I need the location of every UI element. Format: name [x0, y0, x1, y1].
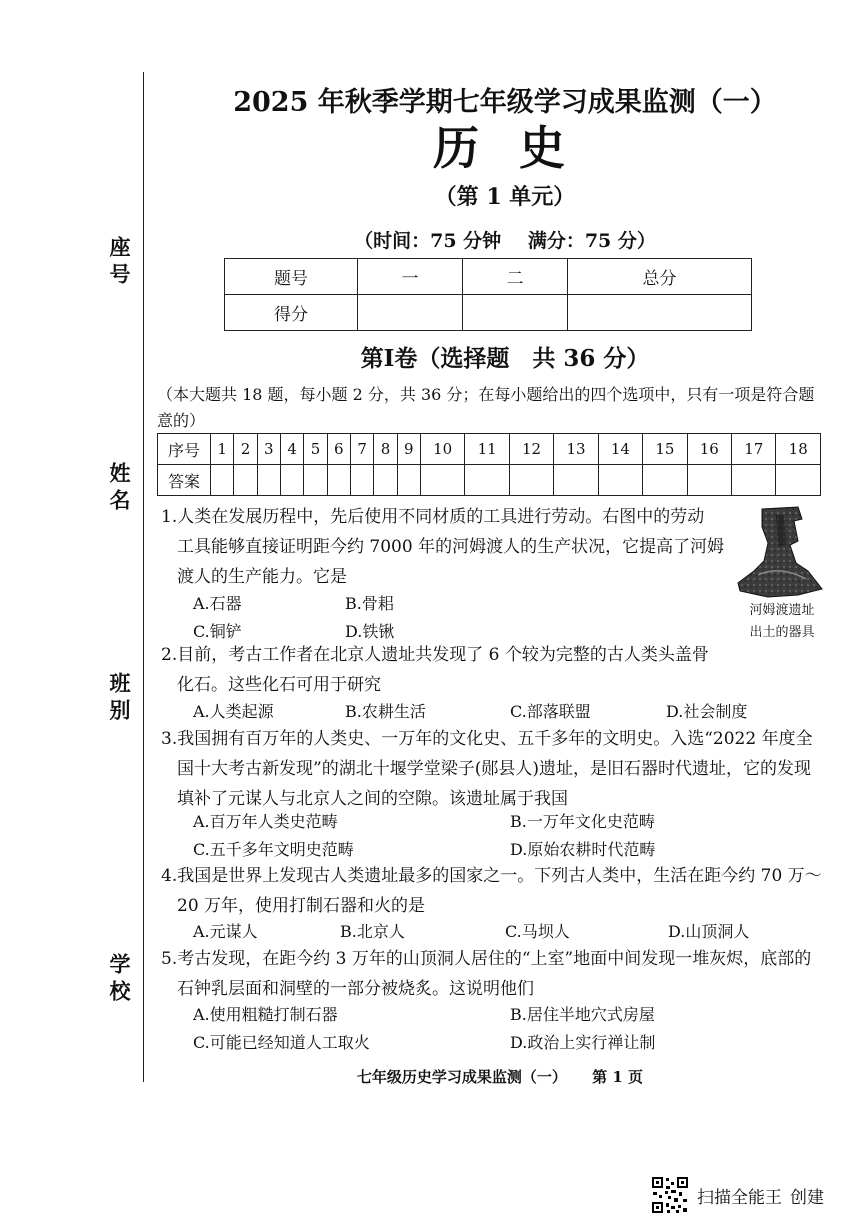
- option-a[interactable]: A.石器: [193, 594, 242, 613]
- option-c[interactable]: C.可能已经知道人工取火: [193, 1033, 370, 1052]
- question-text-line: 石钟乳层面和洞壁的一部分被烧炙。这说明他们: [177, 979, 534, 999]
- answer-blank-cell[interactable]: [374, 465, 397, 496]
- hemudu-tool-figure: [728, 505, 836, 601]
- option-d[interactable]: D.山顶洞人: [668, 922, 750, 941]
- option-a[interactable]: A.使用粗糙打制石器: [193, 1005, 338, 1024]
- question-text-line: 化石。这些化石可用于研究: [177, 675, 381, 695]
- option-d[interactable]: D.政治上实行禅让制: [510, 1033, 656, 1052]
- scanner-action: 创建: [790, 1188, 824, 1208]
- answer-blank-cell[interactable]: [554, 465, 598, 496]
- question-4: [161, 861, 822, 921]
- option-b[interactable]: B.一万年文化史范畴: [510, 812, 655, 831]
- question-5: [161, 944, 811, 1004]
- answer-number-cell: 16: [687, 434, 731, 465]
- option-b[interactable]: B.农耕生活: [345, 702, 426, 721]
- score-table-cell: 得分: [225, 295, 358, 331]
- option-d[interactable]: D.社会制度: [666, 702, 748, 721]
- answer-blank-cell[interactable]: [397, 465, 420, 496]
- answer-number-cell: 15: [643, 434, 687, 465]
- option-a[interactable]: A.元谋人: [193, 922, 258, 941]
- answer-number-cell: 13: [554, 434, 598, 465]
- scanner-app-name: 扫描全能王: [697, 1188, 782, 1208]
- scanner-watermark: [697, 1183, 832, 1208]
- option-d[interactable]: D.原始农耕时代范畴: [510, 840, 656, 859]
- answer-blank-cell[interactable]: [280, 465, 303, 496]
- full-score-label: 满分：75 分）: [527, 230, 656, 252]
- question-text-line: 4.我国是世界上发现古人类遗址最多的国家之一。下列古人类中，生活在距今约 70 万～: [161, 866, 822, 886]
- page-footer: [160, 1066, 840, 1087]
- option-b[interactable]: B.居住半地穴式房屋: [510, 1005, 655, 1024]
- score-blank-cell[interactable]: [358, 295, 463, 331]
- option-c[interactable]: C.部落联盟: [510, 702, 591, 721]
- answer-number-cell: 2: [234, 434, 257, 465]
- score-table-cell: 二: [463, 259, 568, 295]
- answer-blank-cell[interactable]: [257, 465, 280, 496]
- score-table-cell: 总分: [568, 259, 752, 295]
- question-2: [161, 640, 709, 700]
- page-number: 第 1 页: [592, 1068, 644, 1086]
- answer-number-cell: 3: [257, 434, 280, 465]
- answer-blank-cell[interactable]: [304, 465, 327, 496]
- qr-code-icon: [651, 1176, 689, 1214]
- question-text-line: 3.我国拥有百万年的人类史、一万年的文化史、五千多年的文明史。入选“2022 年度全: [161, 729, 813, 749]
- option-a[interactable]: A.人类起源: [193, 702, 274, 721]
- question-text-line: 国十大考古新发现”的湖北十堰学堂梁子(郧县人)遗址，是旧石器时代遗址，它的发现: [177, 759, 811, 779]
- answer-number-cell: 14: [598, 434, 642, 465]
- answer-blank-cell[interactable]: [643, 465, 687, 496]
- answer-blank-cell[interactable]: [732, 465, 776, 496]
- footer-title: 七年级历史学习成果监测（一）: [356, 1068, 567, 1086]
- section-title: 第Ⅰ卷（选择题 共 36 分）: [360, 345, 650, 372]
- answer-number-cell: 9: [397, 434, 420, 465]
- binding-line: [143, 72, 144, 1082]
- figure-caption-line-1: 河姆渡遗址: [749, 603, 815, 618]
- section-instructions: （本大题共 18 题，每小题 2 分，共 36 分；在每小题给出的四个选项中，只有一项是符合题意的）: [157, 385, 815, 430]
- option-b[interactable]: B.骨耜: [345, 594, 394, 613]
- question-3: [161, 724, 813, 814]
- answer-number-cell: 11: [465, 434, 509, 465]
- answer-blank-cell[interactable]: [776, 465, 821, 496]
- answer-number-cell: 17: [732, 434, 776, 465]
- answer-blank-cell[interactable]: [350, 465, 373, 496]
- score-table: [224, 258, 752, 331]
- unit-label: （第 1 单元）: [434, 184, 576, 210]
- answer-blank-cell[interactable]: [509, 465, 553, 496]
- question-text-line: 1.人类在发展历程中，先后使用不同材质的工具进行劳动。右图中的劳动: [161, 507, 705, 527]
- question-text-line: 2.目前，考古工作者在北京人遗址共发现了 6 个较为完整的古人类头盖骨: [161, 645, 709, 665]
- answer-blank-cell[interactable]: [687, 465, 731, 496]
- question-text-line: 填补了元谋人与北京人之间的空隙。该遗址属于我国: [177, 789, 568, 809]
- score-blank-cell[interactable]: [568, 295, 752, 331]
- answer-blank-cell[interactable]: [211, 465, 234, 496]
- option-d[interactable]: D.铁锹: [345, 622, 395, 641]
- exam-meta: [160, 226, 850, 253]
- answer-table: [157, 433, 821, 496]
- answer-blank-cell[interactable]: [234, 465, 257, 496]
- answer-number-cell: 10: [420, 434, 464, 465]
- score-blank-cell[interactable]: [463, 295, 568, 331]
- answer-blank-cell[interactable]: [327, 465, 350, 496]
- answer-number-cell: 6: [327, 434, 350, 465]
- answer-blank-cell[interactable]: [465, 465, 509, 496]
- exam-title: 2025 年秋季学期七年级学习成果监测（一）: [233, 87, 777, 118]
- answer-table-number-header: 序号: [158, 434, 211, 465]
- school-label: 学校: [107, 953, 132, 1007]
- answer-number-cell: 8: [374, 434, 397, 465]
- answer-blank-cell[interactable]: [420, 465, 464, 496]
- score-table-cell: 一: [358, 259, 463, 295]
- question-1: [161, 502, 724, 592]
- class-label: 班别: [107, 672, 132, 726]
- question-text-line: 5.考古发现，在距今约 3 万年的山顶洞人居住的“上室”地面中间发现一堆灰烬，底部的: [161, 949, 812, 969]
- answer-number-cell: 1: [211, 434, 234, 465]
- option-c[interactable]: C.五千多年文明史范畴: [193, 840, 354, 859]
- answer-number-cell: 12: [509, 434, 553, 465]
- name-label: 姓名: [107, 462, 132, 516]
- option-c[interactable]: C.马坝人: [505, 922, 570, 941]
- seat-number-label: 座号: [107, 236, 132, 290]
- answer-number-cell: 5: [304, 434, 327, 465]
- answer-number-cell: 18: [776, 434, 821, 465]
- answer-table-answer-header: 答案: [158, 465, 211, 496]
- score-table-cell: 题号: [225, 259, 358, 295]
- option-a[interactable]: A.百万年人类史范畴: [193, 812, 338, 831]
- option-c[interactable]: C.铜铲: [193, 622, 242, 641]
- subject-title: 历 史: [432, 121, 577, 175]
- time-label: （时间：75 分钟: [354, 230, 502, 252]
- question-text-line: 渡人的生产能力。它是: [177, 567, 347, 587]
- answer-number-cell: 7: [350, 434, 373, 465]
- answer-number-cell: 4: [280, 434, 303, 465]
- question-text-line: 20 万年，使用打制石器和火的是: [177, 896, 426, 916]
- answer-blank-cell[interactable]: [598, 465, 642, 496]
- option-b[interactable]: B.北京人: [340, 922, 405, 941]
- figure-caption-line-2: 出土的器具: [749, 625, 815, 640]
- question-text-line: 工具能够直接证明距今约 7000 年的河姆渡人的生产状况，它提高了河姆: [177, 537, 725, 557]
